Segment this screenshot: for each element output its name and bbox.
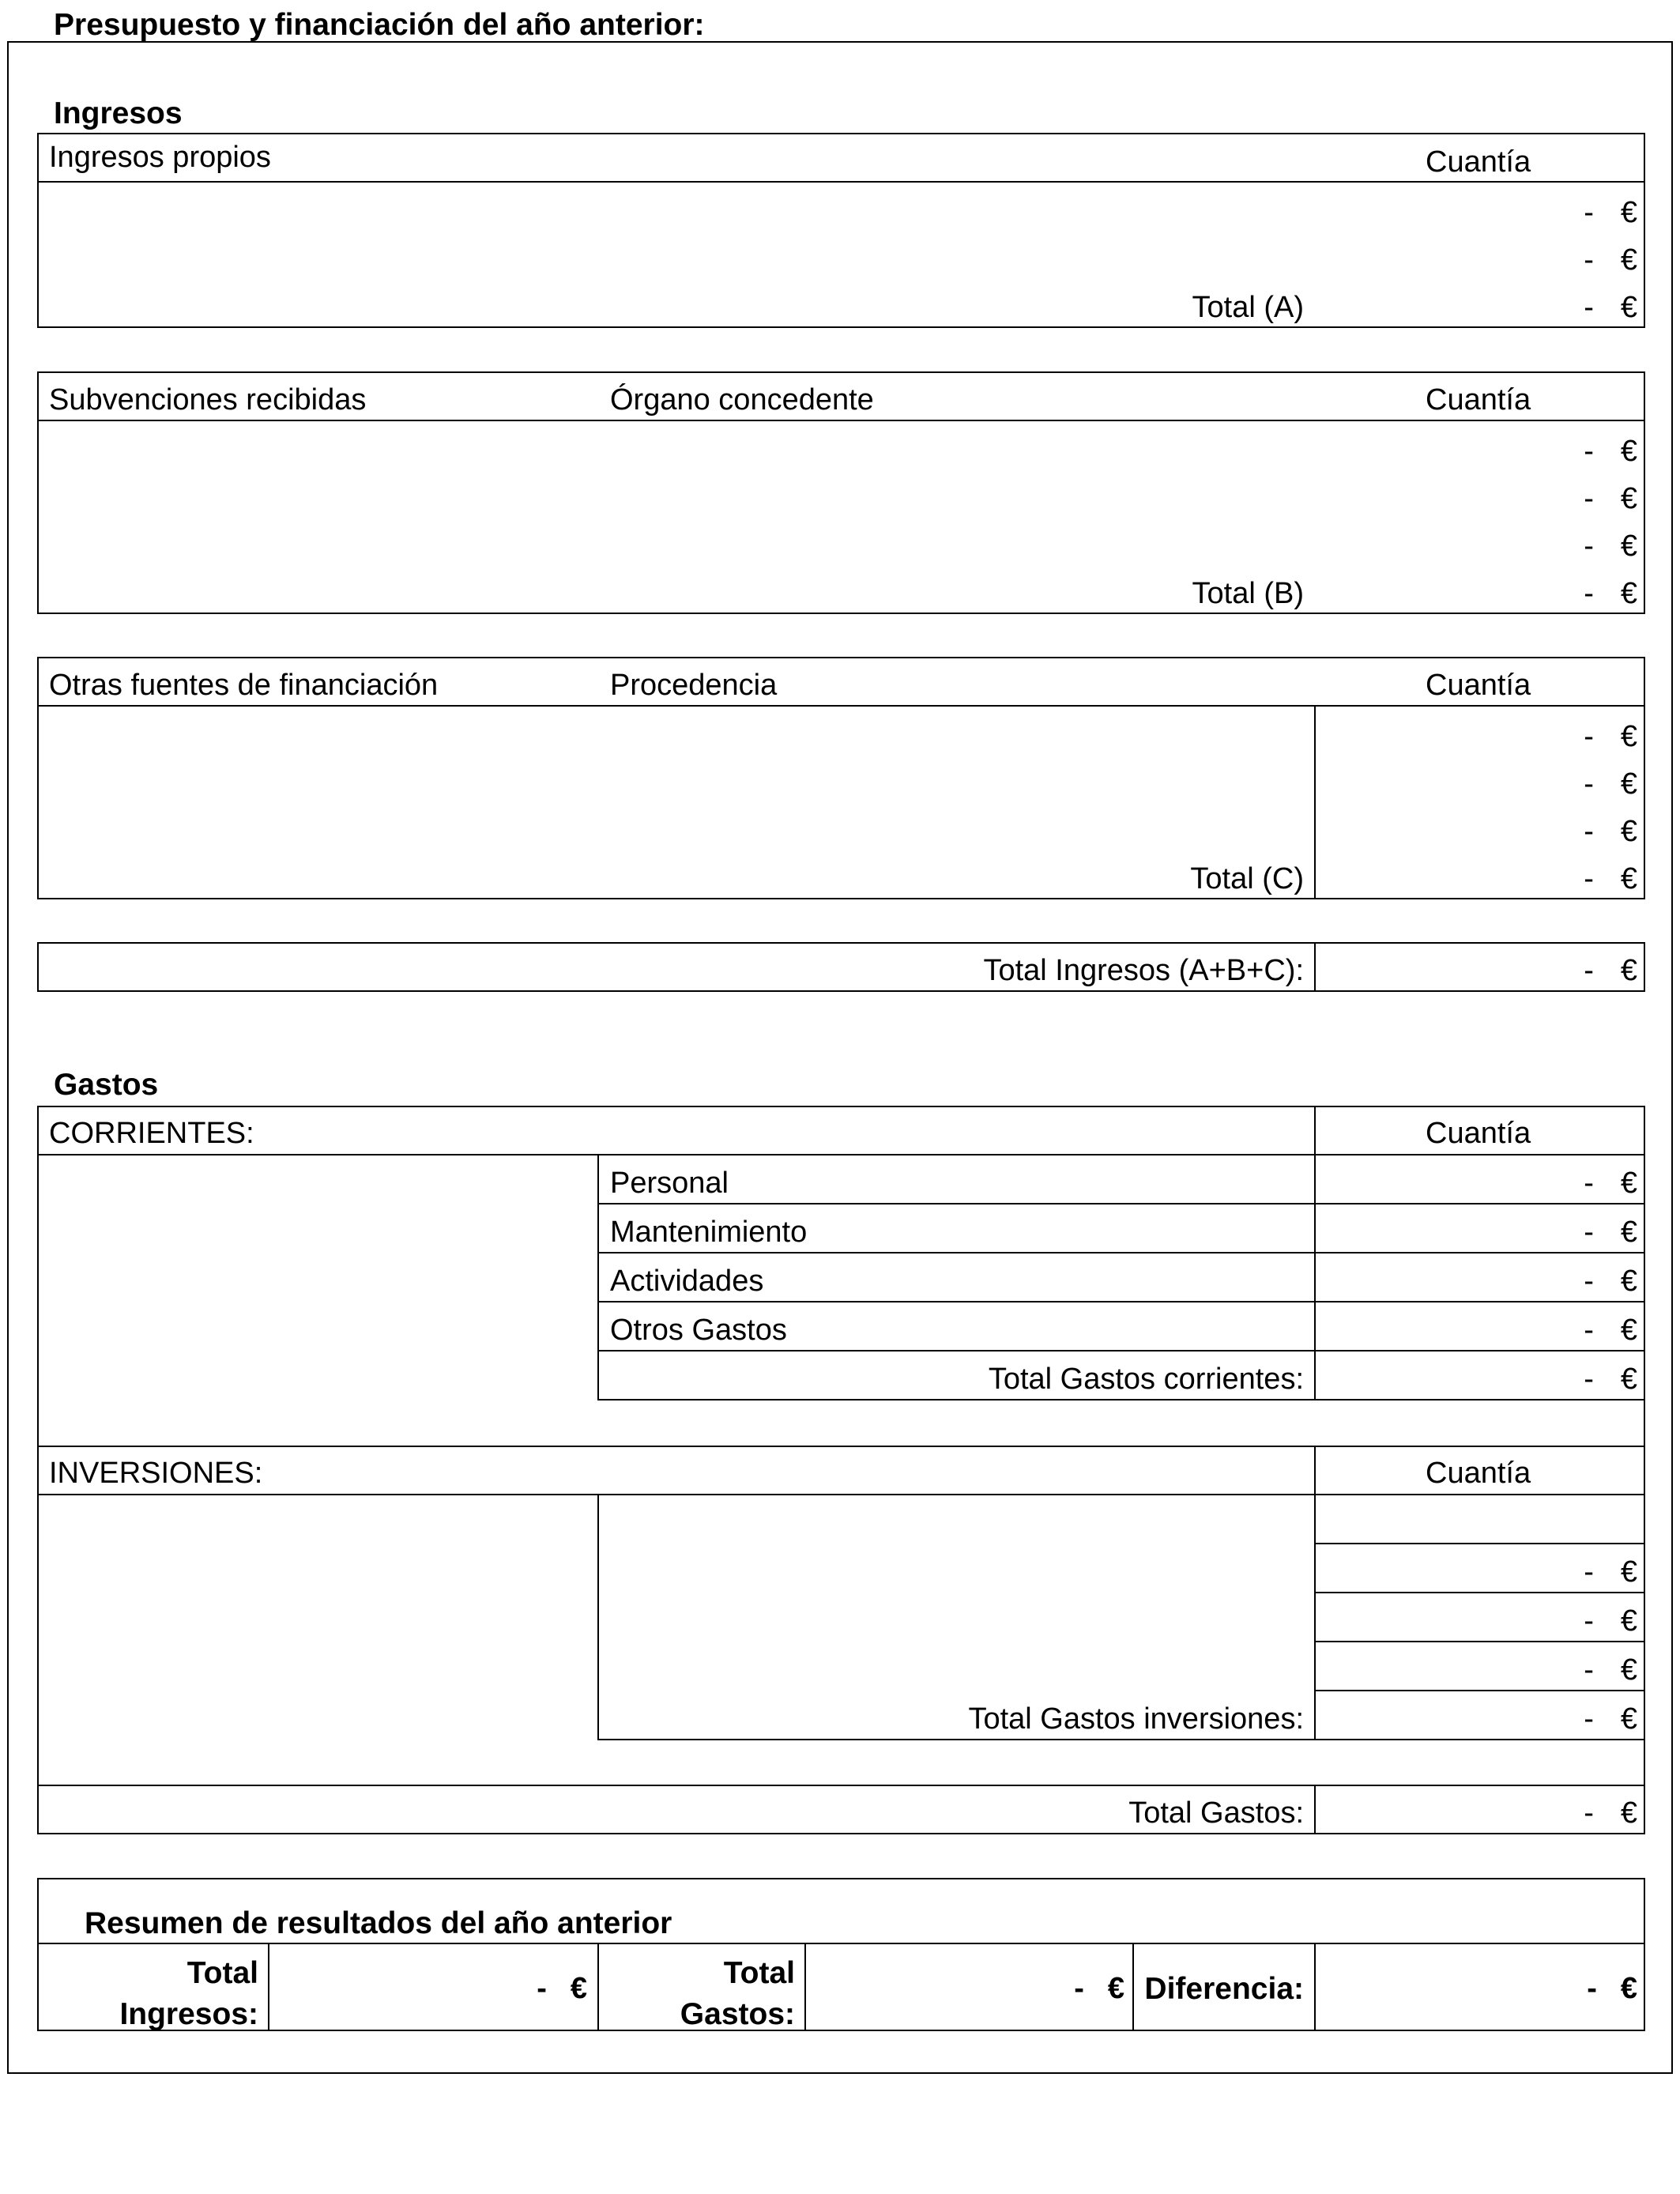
inversiones-label: INVERSIONES: xyxy=(49,1457,263,1490)
amount-cell: - € xyxy=(1584,1555,1637,1589)
cuantia-header: Cuantía xyxy=(1426,383,1531,417)
amount-cell: - € xyxy=(1584,767,1637,801)
organo-concedente-header: Órgano concedente xyxy=(610,383,874,417)
total-c-amount: - € xyxy=(1584,862,1637,895)
amount-cell: - € xyxy=(1584,1604,1637,1638)
column-divider xyxy=(597,1494,599,1740)
table-divider xyxy=(37,1446,1645,1447)
total-inversiones-label: Total Gastos inversiones: xyxy=(968,1702,1304,1736)
corrientes-label: CORRIENTES: xyxy=(49,1117,254,1150)
resumen-total-gastos-amount: - € xyxy=(1074,1972,1124,2005)
total-b-amount: - € xyxy=(1584,577,1637,610)
gastos-heading: Gastos xyxy=(54,1068,159,1102)
resumen-table xyxy=(37,1878,1645,2031)
amount-cell: - € xyxy=(1584,243,1637,277)
row-divider xyxy=(597,1203,1645,1204)
gasto-actividades-amount: - € xyxy=(1584,1265,1637,1298)
resumen-total-gastos-label xyxy=(608,1953,795,2035)
resumen-heading: Resumen de resultados del año anterior xyxy=(85,1906,672,1940)
row-divider xyxy=(597,1252,1645,1253)
table-divider xyxy=(37,420,1645,421)
total-c-label: Total (C) xyxy=(1190,862,1304,895)
otras-fuentes-label: Otras fuentes de financiación xyxy=(49,669,439,702)
column-divider xyxy=(1314,1106,1316,1155)
table-divider xyxy=(37,181,1645,183)
resumen-total-ingresos-label-line2: Ingresos: xyxy=(119,1997,258,2031)
table-divider xyxy=(37,1494,1645,1495)
table-divider xyxy=(37,705,1645,707)
amount-cell: - € xyxy=(1584,482,1637,515)
total-gastos-label: Total Gastos: xyxy=(1128,1796,1304,1830)
resumen-total-ingresos-label xyxy=(47,1953,258,2035)
cuantia-header: Cuantía xyxy=(1426,669,1531,702)
amount-cell: - € xyxy=(1584,196,1637,229)
gasto-otros-amount: - € xyxy=(1584,1314,1637,1347)
column-divider xyxy=(1314,1446,1316,1495)
total-corrientes-amount: - € xyxy=(1584,1363,1637,1396)
gasto-personal-amount: - € xyxy=(1584,1167,1637,1200)
row-divider xyxy=(597,1301,1645,1302)
row-divider xyxy=(597,1399,1645,1400)
total-a-label: Total (A) xyxy=(1192,291,1304,324)
resumen-total-gastos-label-line2: Gastos: xyxy=(680,1997,795,2031)
gasto-personal-label: Personal xyxy=(610,1167,729,1200)
amount-cell: - € xyxy=(1584,1653,1637,1687)
gasto-otros-label: Otros Gastos xyxy=(610,1314,787,1347)
procedencia-header: Procedencia xyxy=(610,669,778,702)
row-divider xyxy=(1314,1690,1645,1691)
column-divider xyxy=(597,1943,599,2031)
resumen-total-gastos-label-line1: Total xyxy=(723,1956,795,1990)
ingresos-propios-label: Ingresos propios xyxy=(49,141,271,174)
total-b-label: Total (B) xyxy=(1192,577,1304,610)
table-divider xyxy=(37,1943,1645,1944)
total-ingresos-amount: - € xyxy=(1584,954,1637,987)
row-divider xyxy=(1314,1641,1645,1642)
resumen-diferencia-label: Diferencia: xyxy=(1144,1972,1304,2006)
total-inversiones-amount: - € xyxy=(1584,1702,1637,1736)
resumen-total-ingresos-amount: - € xyxy=(537,1972,587,2005)
subvenciones-label: Subvenciones recibidas xyxy=(49,383,367,417)
total-a-amount: - € xyxy=(1584,291,1637,324)
amount-cell: - € xyxy=(1584,720,1637,753)
page-title: Presupuesto y financiación del año anterior: xyxy=(54,8,705,42)
row-divider xyxy=(597,1739,1645,1740)
column-divider xyxy=(1132,1943,1134,2031)
column-divider xyxy=(597,1154,599,1400)
total-gastos-amount: - € xyxy=(1584,1796,1637,1830)
total-ingresos-label: Total Ingresos (A+B+C): xyxy=(983,954,1304,987)
amount-cell: - € xyxy=(1584,530,1637,563)
amount-cell: - € xyxy=(1584,815,1637,848)
amount-cell: - € xyxy=(1584,435,1637,468)
row-divider xyxy=(597,1350,1645,1351)
gasto-actividades-label: Actividades xyxy=(610,1265,764,1298)
cuantia-header: Cuantía xyxy=(1426,1117,1531,1150)
table-divider xyxy=(37,1785,1645,1786)
cuantia-header: Cuantía xyxy=(1426,145,1531,179)
row-divider xyxy=(1314,1543,1645,1544)
total-corrientes-label: Total Gastos corrientes: xyxy=(988,1363,1304,1396)
resumen-diferencia-amount: - € xyxy=(1587,1972,1637,2005)
ingresos-heading: Ingresos xyxy=(54,96,183,130)
gasto-mantenimiento-label: Mantenimiento xyxy=(610,1216,808,1249)
table-divider xyxy=(37,1154,1645,1155)
gasto-mantenimiento-amount: - € xyxy=(1584,1216,1637,1249)
row-divider xyxy=(1314,1592,1645,1593)
resumen-total-ingresos-label-line1: Total xyxy=(186,1956,258,1990)
cuantia-header: Cuantía xyxy=(1426,1457,1531,1490)
